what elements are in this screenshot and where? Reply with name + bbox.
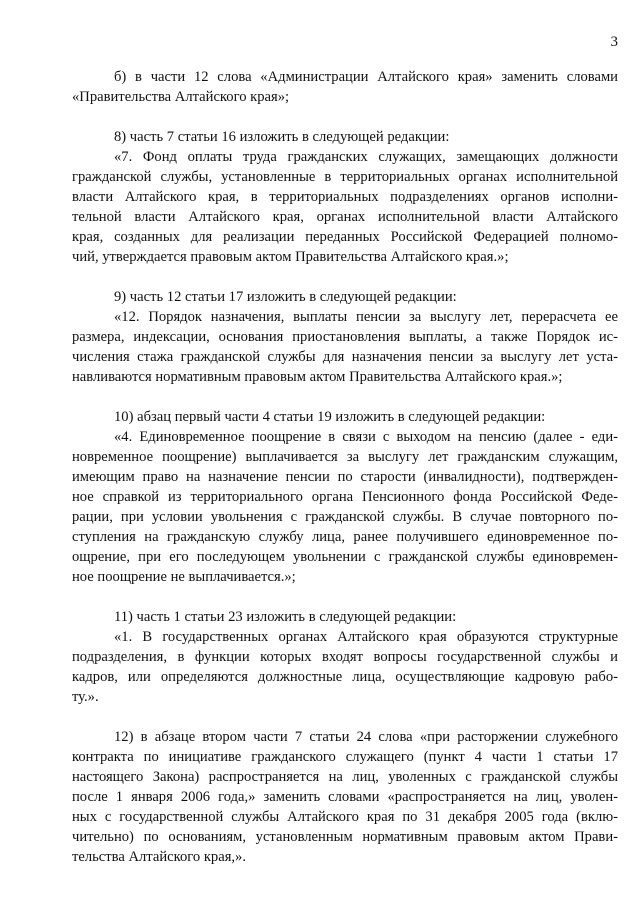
paragraph-quote-7 [72,147,618,267]
text-line: ное поощрение не выплачивается.»; [72,569,296,585]
text-line: края, созданных для реализации переданных Российской Федерацией полномо- [72,229,618,245]
document-body [72,67,618,867]
text-line: новременное поощрение) выплачивается за выслугу лет гражданским служащим, [72,449,618,465]
paragraph-item-10 [72,407,618,427]
text-line: б) в части 12 слова «Администрации Алтайского края» заменить словами [114,69,618,85]
text-line: навливаются нормативным правовым актом Правительства Алтайского края.»; [72,369,563,385]
text-line: ное справкой из территориального органа Пенсионного фонда Российской Феде- [72,489,618,505]
paragraph-quote-12 [72,307,618,387]
text-line: размера, индексации, основания приостановления выплаты, а также Порядок ис- [72,329,618,345]
text-line: настоящего Закона) распространяется на лиц, уволенных с гражданской службы [72,769,618,785]
text-line: 10) абзац первый части 4 статьи 19 изложить в следующей редакции: [114,409,546,425]
text-line: после 1 января 2006 года,» заменить словами «распространяется на лиц, уволен- [72,789,618,805]
text-line: «4. Единовременное поощрение в связи с выходом на пенсию (далее - еди- [114,429,618,445]
paragraph-item-11 [72,607,618,627]
text-line: «Правительства Алтайского края»; [72,89,290,105]
text-line: подразделения, в функции которых входят вопросы государственной службы и [72,649,618,665]
text-line: «7. Фонд оплаты труда гражданских служащих, замещающих должности [114,149,618,165]
text-line: «1. В государственных органах Алтайского края образуются структурные [114,629,618,645]
text-line: рации, при условии увольнения с гражданской службы. В случае повторного по- [72,509,618,525]
text-line: гражданской службы, установленные в территориальных органах исполнительной [72,169,618,185]
text-line: чительно) по основаниям, установленным нормативным правовым актом Прави- [72,829,618,845]
paragraph-amendment-b [72,67,618,107]
text-line: «12. Порядок назначения, выплаты пенсии за выслугу лет, перерасчета ее [114,309,618,325]
text-line: 9) часть 12 статьи 17 изложить в следующей редакции: [114,289,457,305]
text-line: контракта по инициативе гражданского служащего (пункт 4 части 1 статьи 17 [72,749,618,765]
paragraph-gap [72,107,618,127]
text-line: ощрение, при его последующем увольнении с гражданской службы единовремен- [72,549,618,565]
text-line: ных с государственной службы Алтайского края по 31 декабря 2005 года (вклю- [72,809,618,825]
paragraph-quote-1 [72,627,618,707]
text-line: 12) в абзаце втором части 7 статьи 24 слова «при расторжении служебного [114,729,618,745]
text-line: 8) часть 7 статьи 16 изложить в следующей редакции: [114,129,450,145]
paragraph-item-12 [72,727,618,867]
page-number: 3 [610,34,618,50]
text-line: ступления на гражданскую службу лица, ранее получившего единовременное по- [72,529,618,545]
paragraph-item-9 [72,287,618,307]
paragraph-gap [72,267,618,287]
text-line: чий, утверждается правовым актом Правительства Алтайского края.»; [72,249,509,265]
paragraph-gap [72,587,618,607]
text-line: числения стажа гражданской службы для назначения пенсии за выслугу лет уста- [72,349,618,365]
text-line: ту.». [72,689,99,705]
text-line: кадров, или определяются должностные лица, осуществляющие кадровую рабо- [72,669,618,685]
paragraph-gap [72,387,618,407]
paragraph-gap [72,707,618,727]
text-line: тельства Алтайского края,». [72,849,246,865]
text-line: имеющим право на назначение пенсии по старости (инвалидности), подтвержден- [72,469,618,485]
text-line: 11) часть 1 статьи 23 изложить в следующей редакции: [114,609,457,625]
text-line: власти Алтайского края, в территориальных подразделениях органов исполни- [72,189,618,205]
paragraph-quote-4 [72,427,618,587]
text-line: тельной власти Алтайского края, органах исполнительной власти Алтайского [72,209,618,225]
paragraph-item-8 [72,127,618,147]
